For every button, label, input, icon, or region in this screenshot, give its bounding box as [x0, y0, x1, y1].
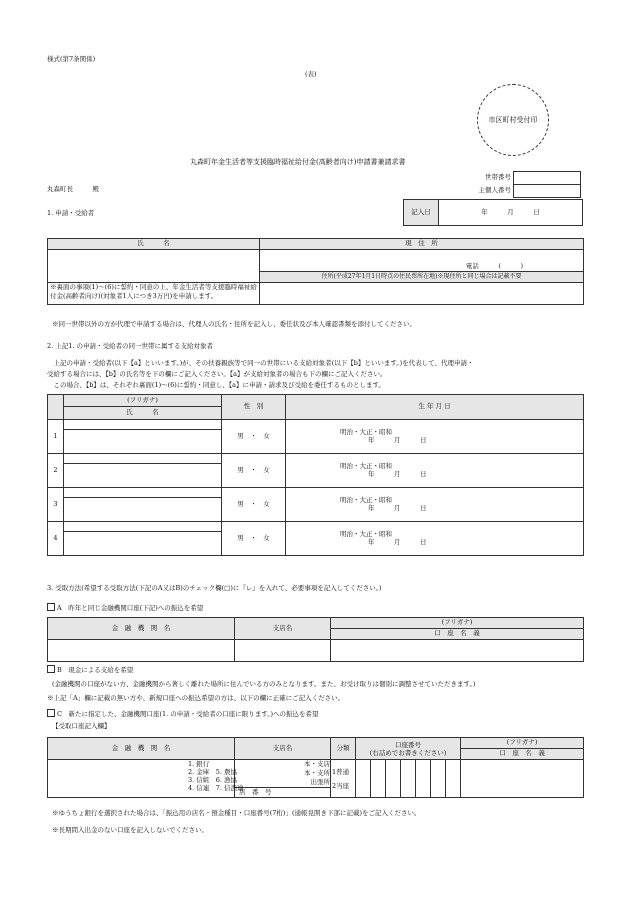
phone-label[interactable]: 電話 ( ) [260, 250, 584, 272]
option-a[interactable] [47, 603, 203, 613]
bank-type: 2. 金庫 5. 農協 [188, 768, 238, 776]
account-type: 1普通 [332, 767, 350, 776]
section-2-heading: 2. 上記1. の申請・受給者の同一世帯に属する支給対象者 [47, 342, 214, 350]
furigana-header: (フリガナ) [461, 738, 584, 749]
era-options: 明治・大正・昭和 [340, 529, 392, 538]
ymd-label: 年 月 日 [368, 503, 427, 512]
option-a-note: ※上記「A」欄に記載の無い方や、新規口座への振込希望の方は、以下の欄に正確にご記入ください。 [47, 694, 345, 702]
header-blank [48, 395, 64, 420]
row-number: 2 [48, 454, 64, 488]
account-number-header [356, 738, 461, 760]
account-entry-heading: 【受取口座記入欄】 [52, 722, 111, 730]
branch-type: 本・支所 [304, 769, 330, 777]
household-number-table [471, 171, 581, 198]
digit-cell[interactable] [431, 760, 446, 798]
reception-stamp [477, 84, 549, 156]
sex-field[interactable]: 男 ・ 女 [222, 522, 286, 556]
era-options: 明治・大正・昭和 [340, 427, 392, 436]
account-holder-field[interactable] [331, 640, 584, 662]
entry-date-field[interactable]: 年 月 日 [439, 200, 583, 226]
digit-cell[interactable] [356, 760, 371, 798]
furigana-field[interactable] [64, 488, 222, 498]
era-options: 明治・大正・昭和 [340, 461, 392, 470]
account-type: 2当座 [332, 781, 350, 790]
option-a-checkbox[interactable] [47, 603, 55, 611]
branch-field[interactable] [235, 760, 331, 798]
section-2-para-1: 上記の申請・受給者(以下【a】といいます。)が、その扶養親族等で同一の世帯にいる支給対象者(以下【b】といいます。)を代表して、代理申請・ [47, 359, 474, 367]
furigana-field[interactable] [64, 454, 222, 464]
sex-field[interactable]: 男 ・ 女 [222, 488, 286, 522]
address-header: 現 住 所 [260, 239, 584, 250]
setai-label: 世帯番号 [485, 173, 511, 182]
sex-field[interactable]: 男 ・ 女 [222, 454, 286, 488]
birthdate-field[interactable] [286, 488, 584, 522]
section-2-para-2: 受給する場合には、【b】の氏名等を下の欄にご記入ください。【a】が支給対象者の場合も下の欄にご記入ください。 [47, 370, 387, 378]
branch-field[interactable] [235, 640, 331, 662]
sex-field[interactable]: 男 ・ 女 [222, 420, 286, 454]
previous-account-table [47, 617, 584, 662]
branch-code-label: 店 番 号 [235, 787, 330, 797]
digit-cell[interactable] [371, 760, 386, 798]
setai-field[interactable] [514, 172, 581, 185]
digit-cell[interactable] [401, 760, 416, 798]
option-b-label: B 現金による支給を希望 [57, 666, 134, 674]
bank-type-field[interactable] [48, 760, 244, 798]
bank-header: 金 融 機 関 名 [48, 738, 235, 760]
era-options: 明治・大正・昭和 [340, 495, 392, 504]
name-field[interactable] [64, 532, 222, 556]
option-c-checkbox[interactable] [47, 709, 55, 717]
row-number: 3 [48, 488, 64, 522]
ymd-label: 年 月 日 [368, 435, 427, 444]
new-account-table [47, 737, 584, 798]
birthdate-header: 生 年 月 日 [286, 395, 584, 420]
bank-type: 4. 信連 7. 信漁連 [188, 784, 244, 792]
type-header: 分類 [331, 738, 356, 760]
ymd-label: 年 月 日 [368, 537, 427, 546]
option-a-label: A 昨年と同じ金融機関口座(下記)への振込を希望 [57, 604, 204, 612]
name-header: 氏 名 [48, 239, 260, 250]
row-number: 1 [48, 420, 64, 454]
kojin-label: 主個人番号 [478, 186, 511, 195]
section-1-heading: 1. 申請・受給者 [47, 209, 95, 217]
name-header: 氏 名 [64, 407, 222, 420]
name-field[interactable] [64, 464, 222, 488]
account-type-field[interactable] [331, 760, 356, 798]
row-number: 4 [48, 522, 64, 556]
option-b-checkbox[interactable] [47, 665, 55, 673]
furigana-header: (フリガナ) [331, 618, 584, 629]
dormant-account-note: ※長期間入出金のない口座を記入しないでください。 [52, 826, 208, 834]
applicant-table [47, 238, 584, 305]
stamp-text: 市区町村受付印 [488, 115, 538, 124]
option-b-note: (金融機関の口座がない方、金融機関から著しく離れた場所に住んでいる方のみとなります。また、お受け取りは個別に調整させていただきます。) [52, 680, 476, 688]
bank-type: 1. 銀行 [188, 760, 210, 768]
furigana-header: (フリガナ) [64, 395, 222, 407]
bank-type: 3. 信組 6. 漁協 [188, 776, 238, 784]
right-align-note: (右詰めでお書きください) [369, 748, 447, 757]
old-address-field[interactable] [260, 283, 584, 305]
branch-header: 支店名 [235, 738, 331, 760]
furigana-field[interactable] [64, 522, 222, 532]
entry-date-table [403, 199, 583, 226]
birthdate-field[interactable] [286, 454, 584, 488]
form-number: 様式(第7条関係) [47, 55, 96, 63]
account-holder-header: 口 座 名 義 [461, 749, 584, 760]
account-holder-field[interactable] [461, 760, 584, 798]
bank-field[interactable] [48, 640, 235, 662]
option-c-label: C 新たに指定した、金融機関口座(1. の申請・受給者の口座に限ります。)への振込を希望 [57, 710, 319, 718]
bank-header: 金 融 機 関 名 [48, 618, 235, 640]
name-field[interactable] [64, 498, 222, 522]
pledge-text: ※裏面の事項(1)～(6)に誓約・同意の上、年金生活者等支援臨時福祉給付金(高齢者向け)(対象者1人につき3万円)を申請します。 [48, 283, 260, 305]
applicant-name-field[interactable] [48, 250, 260, 283]
ymd-label: 年 月 日 [368, 469, 427, 478]
name-field[interactable] [64, 430, 222, 454]
digit-cell[interactable] [416, 760, 431, 798]
branch-type: 本・支店 [304, 760, 330, 768]
page-title: 丸森町年金生活者等支援臨時福祉給付金(高齢者向け)申請書兼請求書 [190, 158, 406, 166]
branch-type: 出張所 [310, 778, 330, 786]
section-3-heading: 3. 受取方法(希望する受取方法(下記のA又はB)のチェック欄(□)に『レ』を入れて、必要事項を記入してください。) [47, 584, 382, 592]
section-2-para-3: この場合、【b】は、それぞれ裏面(1)～(6)に誓約・同意し、【a】に申請・請求及び受給を委任するものとします。 [47, 381, 385, 389]
yucho-note: ※ゆうちょ銀行を選択された場合は、「振込用の店名・預金種目・口座番号(7桁)」(通帳見開き下部に記載)をご記入ください。 [52, 809, 421, 817]
side-label: (表) [305, 70, 317, 78]
birthdate-field[interactable] [286, 522, 584, 556]
entry-date-label: 記入日 [404, 200, 439, 226]
digit-cell[interactable] [386, 760, 401, 798]
account-number-label: 口座番号 [395, 740, 422, 749]
sex-header: 性 別 [222, 395, 286, 420]
birthdate-field[interactable] [286, 420, 584, 454]
digit-cell[interactable] [446, 760, 461, 798]
option-c[interactable] [47, 709, 319, 719]
account-holder-header: 口 座 名 義 [331, 629, 584, 640]
kojin-field[interactable] [514, 185, 581, 198]
proxy-note: ※同一世帯以外の方が代理で申請する場合は、代理人の氏名・住所を記入し、委任状及び本人確認書類を添付してください。 [52, 320, 416, 328]
addressee: 丸森町長 殿 [47, 185, 99, 193]
branch-header: 支店名 [235, 618, 331, 640]
dependents-table [47, 394, 584, 556]
furigana-field[interactable] [64, 420, 222, 430]
option-b[interactable] [47, 665, 133, 675]
old-address-note: 住所(平成27年1月1日時点の住民票所在地)※現住所と同じ場合は記載不要 [260, 272, 584, 283]
